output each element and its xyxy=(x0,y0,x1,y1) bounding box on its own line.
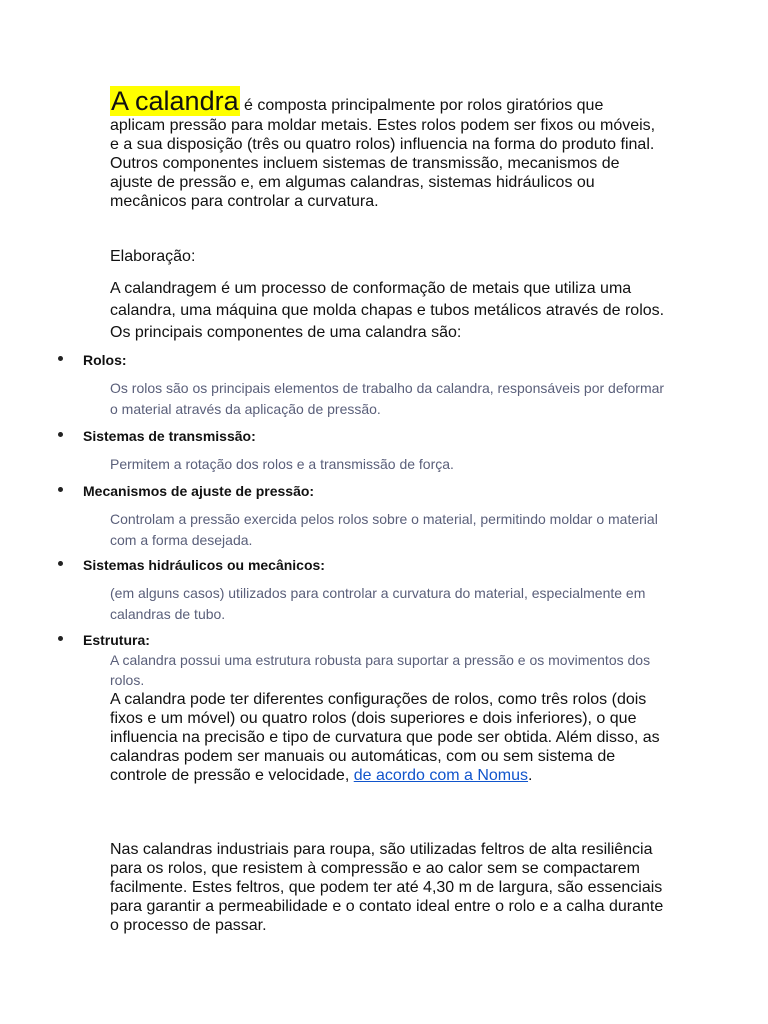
closing-text: A calandra pode ter diferentes configurações de rolos, como três rolos (dois fixos e um móvel) ou quatro rolos (dois superiores e dois inferiores), o que influencia na precisão e tipo de curvatura que pode ser obtida. Além disso, as calandras podem ser manuais ou automáticas, com ou sem sistema de controle de pressão e velocidade, xyxy=(110,691,660,784)
bullet-icon xyxy=(58,636,63,641)
highlighted-heading: A calandra xyxy=(111,86,239,116)
component-title: Rolos: xyxy=(83,352,127,368)
component-description: Permitem a rotação dos rolos e a transmissão de força. xyxy=(110,456,454,472)
intro-text: é composta principalmente por rolos giratórios que aplicam pressão para moldar metais. Estes rolos podem ser fixos ou móveis, e a sua disposição (três ou quatro rolos) influencia na forma do produto final. Outros componentes incluem sistemas de transmissão, mecanismos de ajuste de pressão e, em algumas calandras, sistemas hidráulicos ou mecânicos para controlar a curvatura. xyxy=(110,97,656,210)
industrial-paragraph: Nas calandras industriais para roupa, são utilizadas feltros de alta resiliência para os rolos, que resistem à compressão e ao calor sem se compactarem facilmente. Estes feltros, que podem ter até 4,30 m de largura, são essenciais para garantir a permeabilidade e o contato ideal entre o rolo e a calha durante o processo de passar. xyxy=(110,841,664,934)
component-title: Sistemas hidráulicos ou mecânicos: xyxy=(83,557,325,573)
bullet-icon xyxy=(58,432,63,437)
elaboration-label: Elaboração: xyxy=(110,248,196,265)
elaboration-paragraph: A calandragem é um processo de conformação de metais que utiliza uma calandra, uma máquina que molda chapas e tubos metálicos através de rolos. Os principais componentes de uma calandra são: xyxy=(110,280,665,341)
component-title: Mecanismos de ajuste de pressão: xyxy=(83,483,315,499)
nomus-link[interactable]: de acordo com a Nomus xyxy=(353,767,529,784)
configurations-paragraph xyxy=(110,690,665,785)
bullet-icon xyxy=(58,561,63,566)
component-description: (em alguns casos) utilizados para controlar a curvatura do material, especialmente em calandras de tubo. xyxy=(110,585,646,622)
closing-end: . xyxy=(528,767,533,784)
component-description: A calandra possui uma estrutura robusta para suportar a pressão e os movimentos dos rolos. xyxy=(110,652,651,688)
bullet-icon xyxy=(58,487,63,492)
component-description: Os rolos são os principais elementos de trabalho da calandra, responsáveis por deformar o material através da aplicação de pressão. xyxy=(110,380,665,417)
intro-paragraph xyxy=(110,86,660,211)
component-description: Controlam a pressão exercida pelos rolos sobre o material, permitindo moldar o material com a forma desejada. xyxy=(110,511,658,548)
component-title: Estrutura: xyxy=(83,632,150,648)
bullet-icon xyxy=(58,356,63,361)
component-title: Sistemas de transmissão: xyxy=(83,428,256,444)
